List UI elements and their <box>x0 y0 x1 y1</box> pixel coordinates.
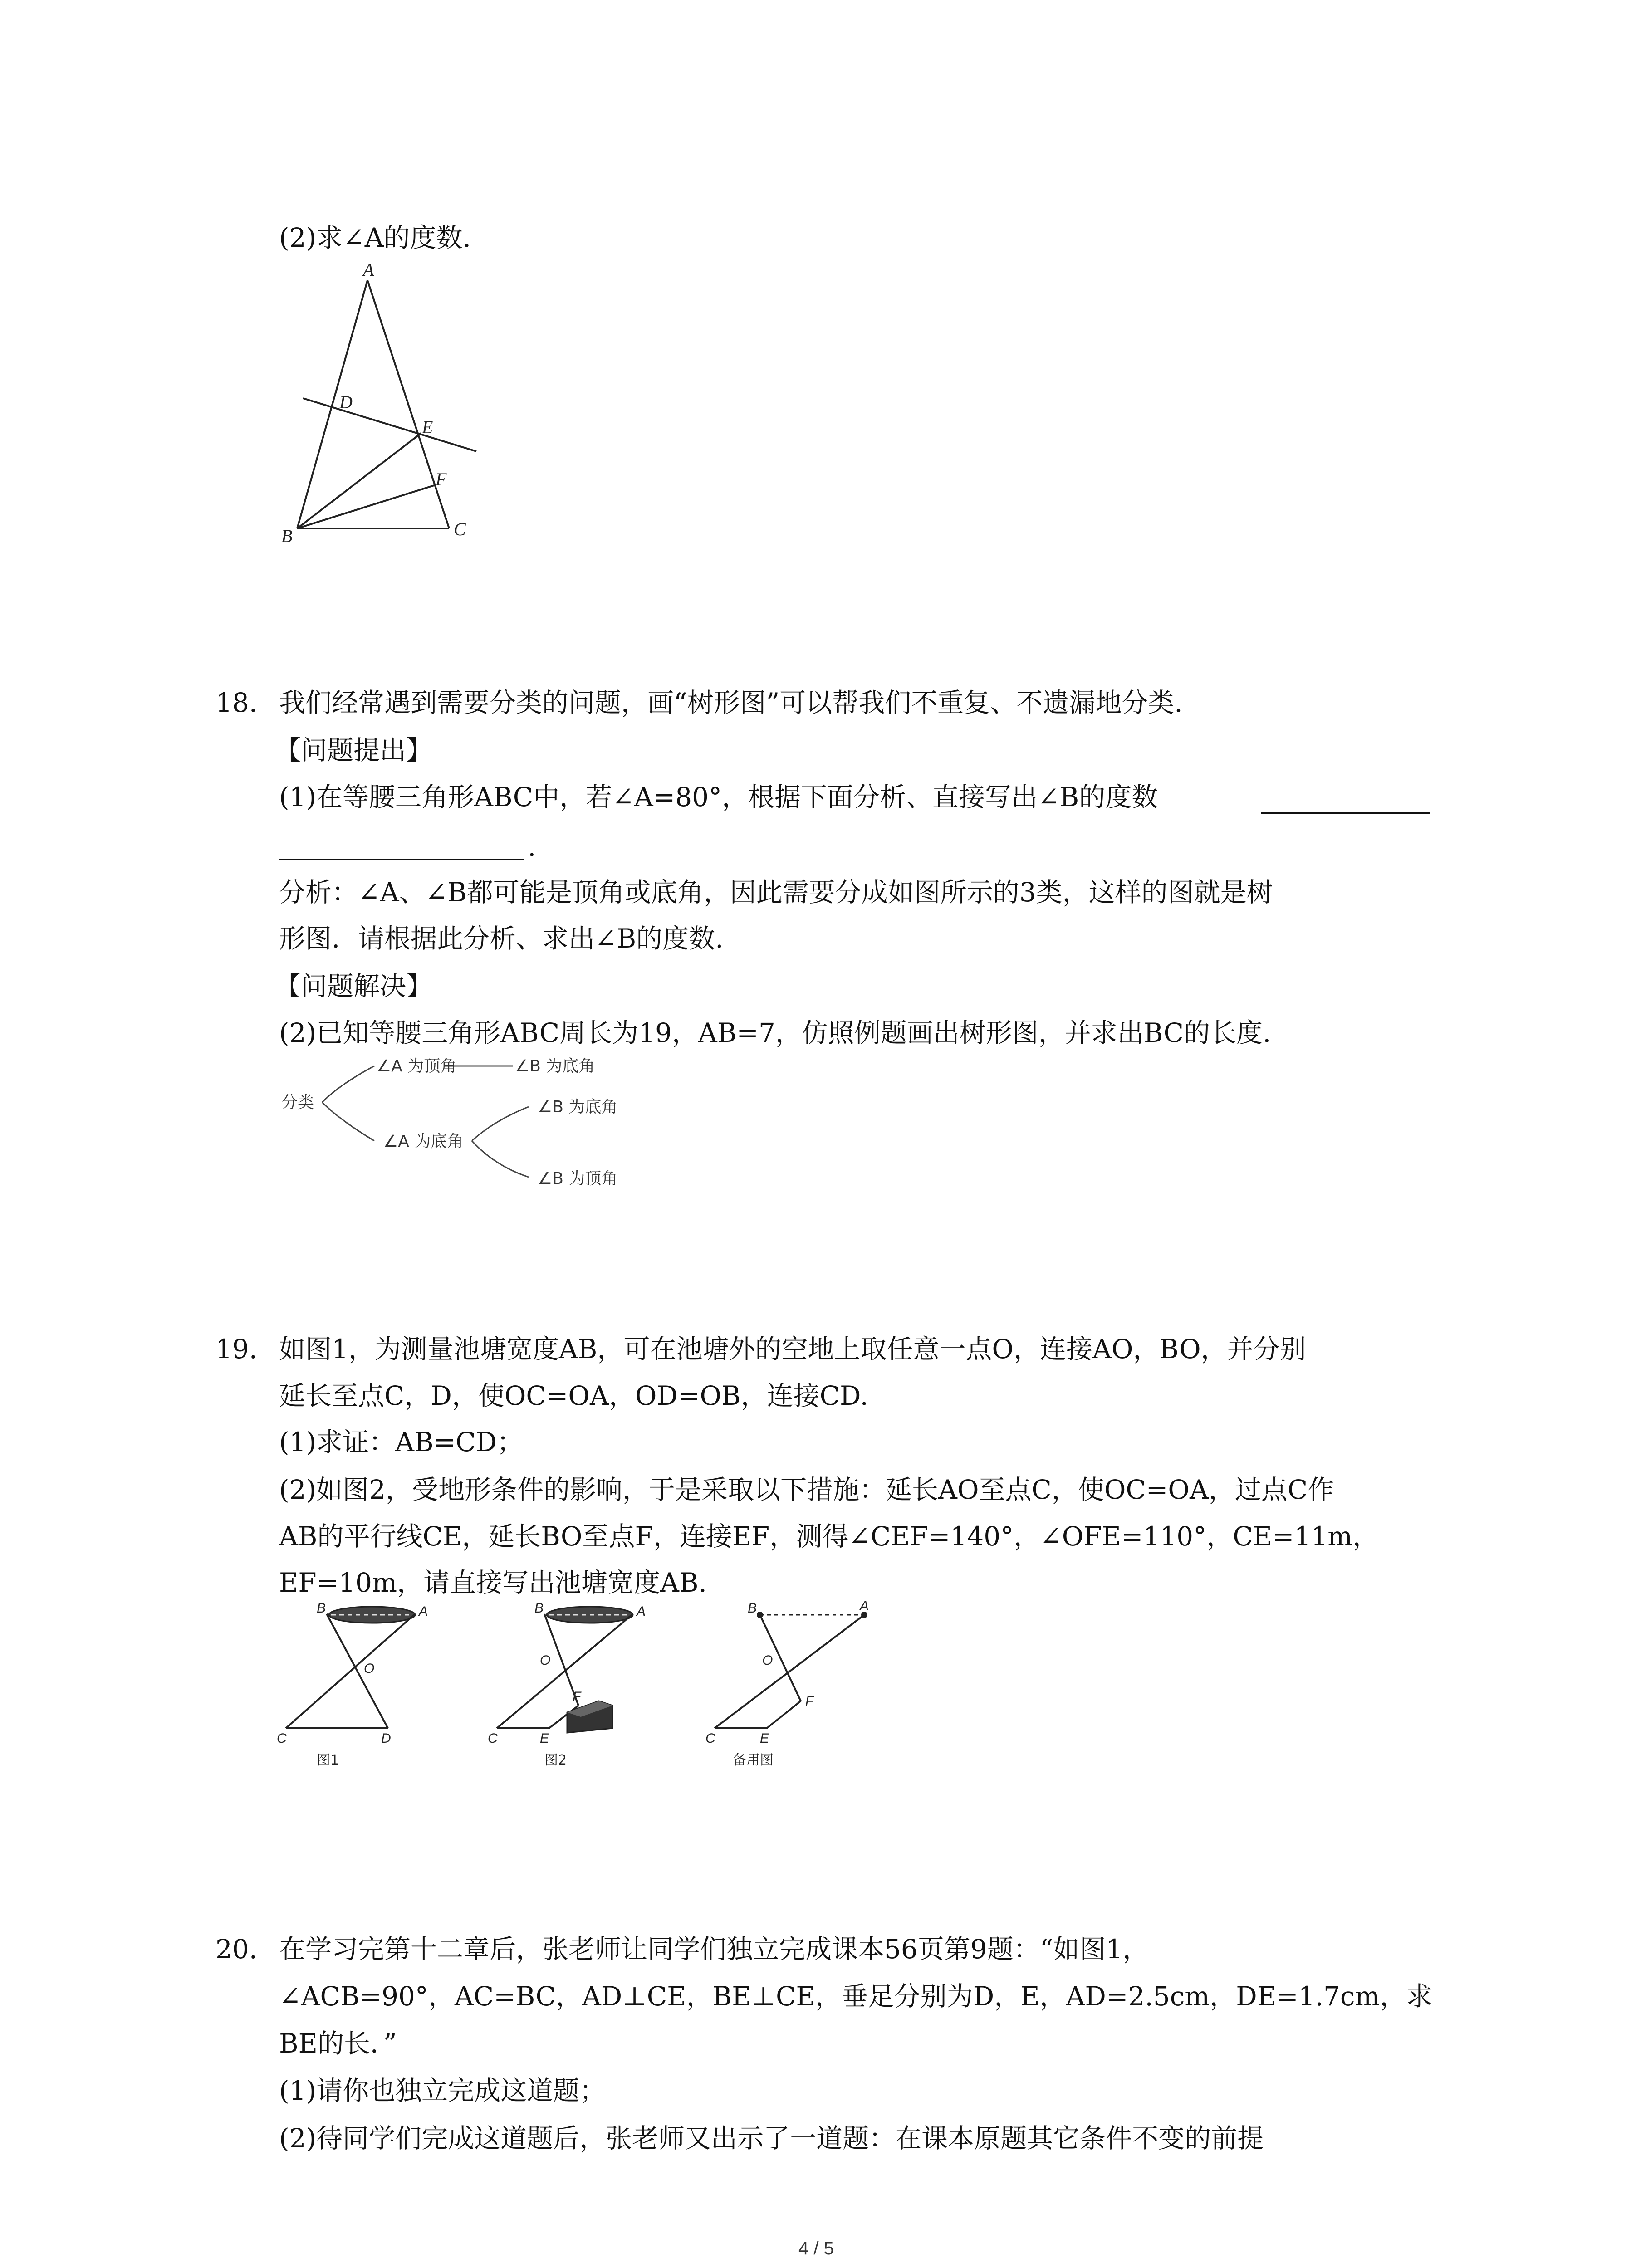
tree-branch-b2b <box>472 1141 529 1177</box>
line-de <box>303 398 476 451</box>
q20-part1: (1)请你也独立完成这道题； <box>279 2075 606 2106</box>
q18-intro: 我们经常遇到需要分类的问题，画“树形图”可以帮我们不重复、不遗漏地分类. <box>279 687 1183 718</box>
q20-line1: 在学习完第十二章后，张老师让同学们独立完成课本56页第9题：“如图1， <box>279 1934 1149 1965</box>
figure-17-triangle <box>272 254 499 553</box>
label-e: E <box>422 417 433 437</box>
q18-analysis-line2: 形图．请根据此分析、求出∠B的度数. <box>279 923 724 954</box>
caption-fig2: 图2 <box>544 1752 567 1768</box>
q19-line1: 如图1，为测量池塘宽度AB，可在池塘外的空地上取任意一点O，连接AO，BO，并分别 <box>279 1334 1306 1364</box>
svg-text:F: F <box>805 1694 814 1709</box>
q19-part2-line2: AB的平行线CE，延长BO至点F，连接EF，测得∠CEF=140°，∠OFE=110°，CE=11m， <box>279 1521 1379 1552</box>
q19-line2: 延长至点C，D，使OC=OA，OD=OB，连接CD. <box>279 1380 868 1411</box>
svg-text:B: B <box>317 1601 326 1616</box>
label-d: D <box>339 392 353 412</box>
label-c: C <box>454 519 466 539</box>
tree-branch-upper <box>322 1066 374 1102</box>
page-number: 4 / 5 <box>798 2239 834 2258</box>
answer-blank-2[interactable] <box>279 859 524 860</box>
tree-node-b2a: ∠B 为底角 <box>538 1098 618 1116</box>
q18-number: 18. <box>216 687 258 718</box>
q20-part2: (2)待同学们完成这道题后，张老师又出示了一道题：在课本原题其它条件不变的前提 <box>279 2123 1264 2154</box>
q19-part2-line1: (2)如图2，受地形条件的影响，于是采取以下措施：延长AO至点C，使OC=OA，过点C作 <box>279 1474 1334 1505</box>
tree-branch-b2a <box>472 1107 529 1141</box>
label-a: A <box>363 259 374 280</box>
figure-19-2 <box>488 1601 646 1768</box>
figure-19-spare <box>705 1598 869 1768</box>
tree-branch-lower <box>322 1102 374 1141</box>
q20-line3: BE的长．” <box>279 2028 397 2059</box>
svg-text:F: F <box>573 1689 581 1704</box>
q17-part2: (2)求∠A的度数. <box>279 222 471 253</box>
svg-text:B: B <box>748 1601 757 1616</box>
svg-text:O: O <box>364 1661 375 1676</box>
tree-root: 分类 <box>281 1093 314 1112</box>
caption-spare: 备用图 <box>733 1752 774 1768</box>
q18-part1-end: . <box>528 831 536 862</box>
q18-heading-solve: 【问题解决】 <box>274 971 433 1002</box>
segment-bf <box>297 485 434 528</box>
svg-text:A: A <box>860 1598 869 1613</box>
q19-number: 19. <box>216 1334 258 1364</box>
label-b: B <box>281 526 293 546</box>
tree-diagram <box>272 1052 681 1198</box>
answer-blank-1[interactable] <box>1261 812 1430 814</box>
tree-node-b2: ∠A 为底角 <box>383 1132 464 1151</box>
q18-part2: (2)已知等腰三角形ABC周长为19，AB=7，仿照例题画出树形图，并求出BC的长度. <box>279 1017 1271 1048</box>
svg-text:O: O <box>762 1653 773 1668</box>
q20-number: 20. <box>216 1934 258 1965</box>
svg-text:C: C <box>488 1731 498 1746</box>
figure-19-set <box>268 1597 948 1769</box>
label-f: F <box>436 469 447 489</box>
svg-text:E: E <box>760 1731 769 1746</box>
svg-text:A: A <box>419 1604 428 1619</box>
figure-19-1 <box>277 1601 428 1768</box>
svg-text:E: E <box>540 1731 549 1746</box>
q18-part1: (1)在等腰三角形ABC中，若∠A=80°，根据下面分析、直接写出∠B的度数 <box>279 782 1158 812</box>
svg-text:B: B <box>534 1601 544 1616</box>
q19-part2-line3: EF=10m，请直接写出池塘宽度AB. <box>279 1567 707 1598</box>
svg-text:A: A <box>637 1604 646 1619</box>
caption-fig1: 图1 <box>317 1752 339 1768</box>
segment-be <box>297 433 421 528</box>
svg-text:O: O <box>540 1653 551 1668</box>
side-ac <box>367 280 449 528</box>
q18-heading-problem: 【问题提出】 <box>274 735 433 766</box>
q18-analysis-line1: 分析：∠A、∠B都可能是顶角或底角，因此需要分成如图所示的3类，这样的图就是树 <box>279 877 1273 908</box>
tree-node-b1: ∠A 为顶角 <box>377 1057 457 1075</box>
svg-text:D: D <box>381 1731 391 1746</box>
svg-text:C: C <box>705 1731 715 1746</box>
tree-node-b2b: ∠B 为顶角 <box>538 1169 618 1188</box>
q20-line2: ∠ACB=90°，AC=BC，AD⊥CE，BE⊥CE，垂足分别为D，E，AD=2.5cm，DE=1.7cm，求 <box>279 1981 1433 2012</box>
q19-part1: (1)求证：AB=CD； <box>279 1427 524 1457</box>
svg-text:C: C <box>277 1731 287 1746</box>
tree-node-b1a: ∠B 为底角 <box>515 1057 595 1075</box>
side-ab <box>297 280 367 528</box>
